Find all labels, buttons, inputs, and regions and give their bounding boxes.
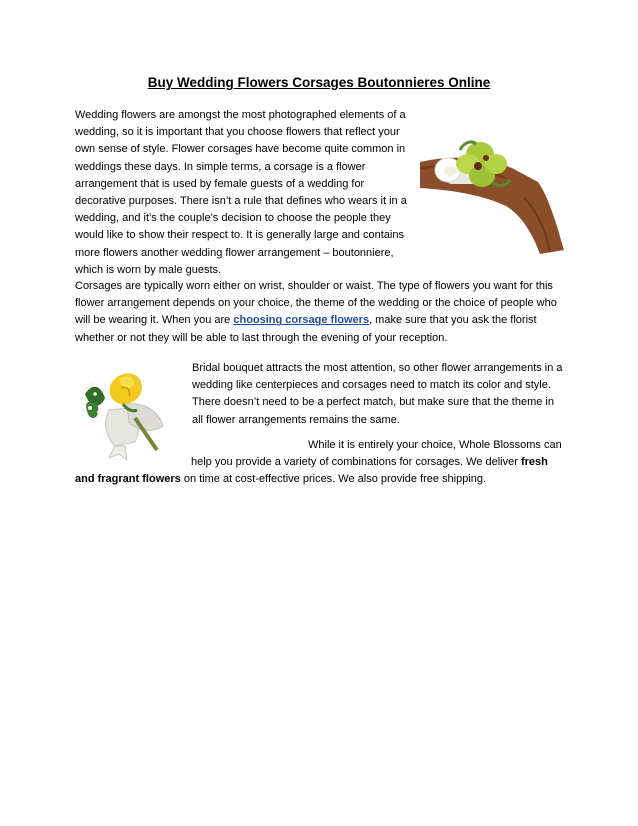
paragraph-bridal-bouquet: Bridal bouquet attracts the most attention, so other flower arrangements in a wedding like centerpieces and corsages need to match its color and style. There doesn’t need to be a perfect match, but make sure that the theme in all flower arrangements remains the same. — [192, 362, 563, 426]
wrist-corsage-image — [420, 124, 570, 254]
document-title: Buy Wedding Flowers Corsages Boutonnieres Online — [147, 75, 491, 90]
wrist-corsage-illustration — [420, 124, 570, 254]
flowers-text: flowers — [142, 473, 181, 486]
fresh-and-fragrant-text: fresh and fragrant — [75, 456, 548, 486]
yellow-rose-corsage-illustration — [75, 364, 179, 460]
paragraph-whole-blossoms — [75, 437, 570, 489]
paragraph-corsage-types — [75, 278, 570, 347]
paragraph-corsage-types-text-end: , make sure that you ask the florist whether or not they will be able to last through the evening of your reception. — [75, 314, 537, 344]
paragraph-whole-blossoms-text-end: on time at cost-effective prices. We also provide free shipping. — [180, 473, 487, 486]
paragraph-whole-blossoms-text: While it is entirely your choice, Whole Blossoms can help you provide a variety of combinations for corsages. We deliver — [191, 439, 562, 469]
choosing-corsage-flowers-link[interactable]: choosing corsage flowers — [233, 314, 370, 327]
paragraph-corsage-types-text: Corsages are typically worn either on wrist, shoulder or waist. The type of flowers you want for this flower arrangement depends on your choice, the theme of the wedding or the choice of people who will be wearing it. When you are — [75, 280, 557, 327]
paragraph-intro — [75, 107, 570, 279]
yellow-rose-corsage-image — [75, 364, 179, 460]
paragraph-intro-text: Wedding flowers are amongst the most photographed elements of a wedding, so it is important that you choose flowers that reflect your own sense of style. Flower corsages have become quite common in weddings these days. In simple terms, a corsage is a flower arrangement that is used by female guests of a wedding for decorative purposes. There isn’t a rule that defines who wears it in a wedding, and it’s the couple’s decision to choose the people they would like to show their respect to. It is generally large and contains more flowers another wedding flower arrangement – boutonniere, which is worn by male guests. — [75, 109, 407, 276]
